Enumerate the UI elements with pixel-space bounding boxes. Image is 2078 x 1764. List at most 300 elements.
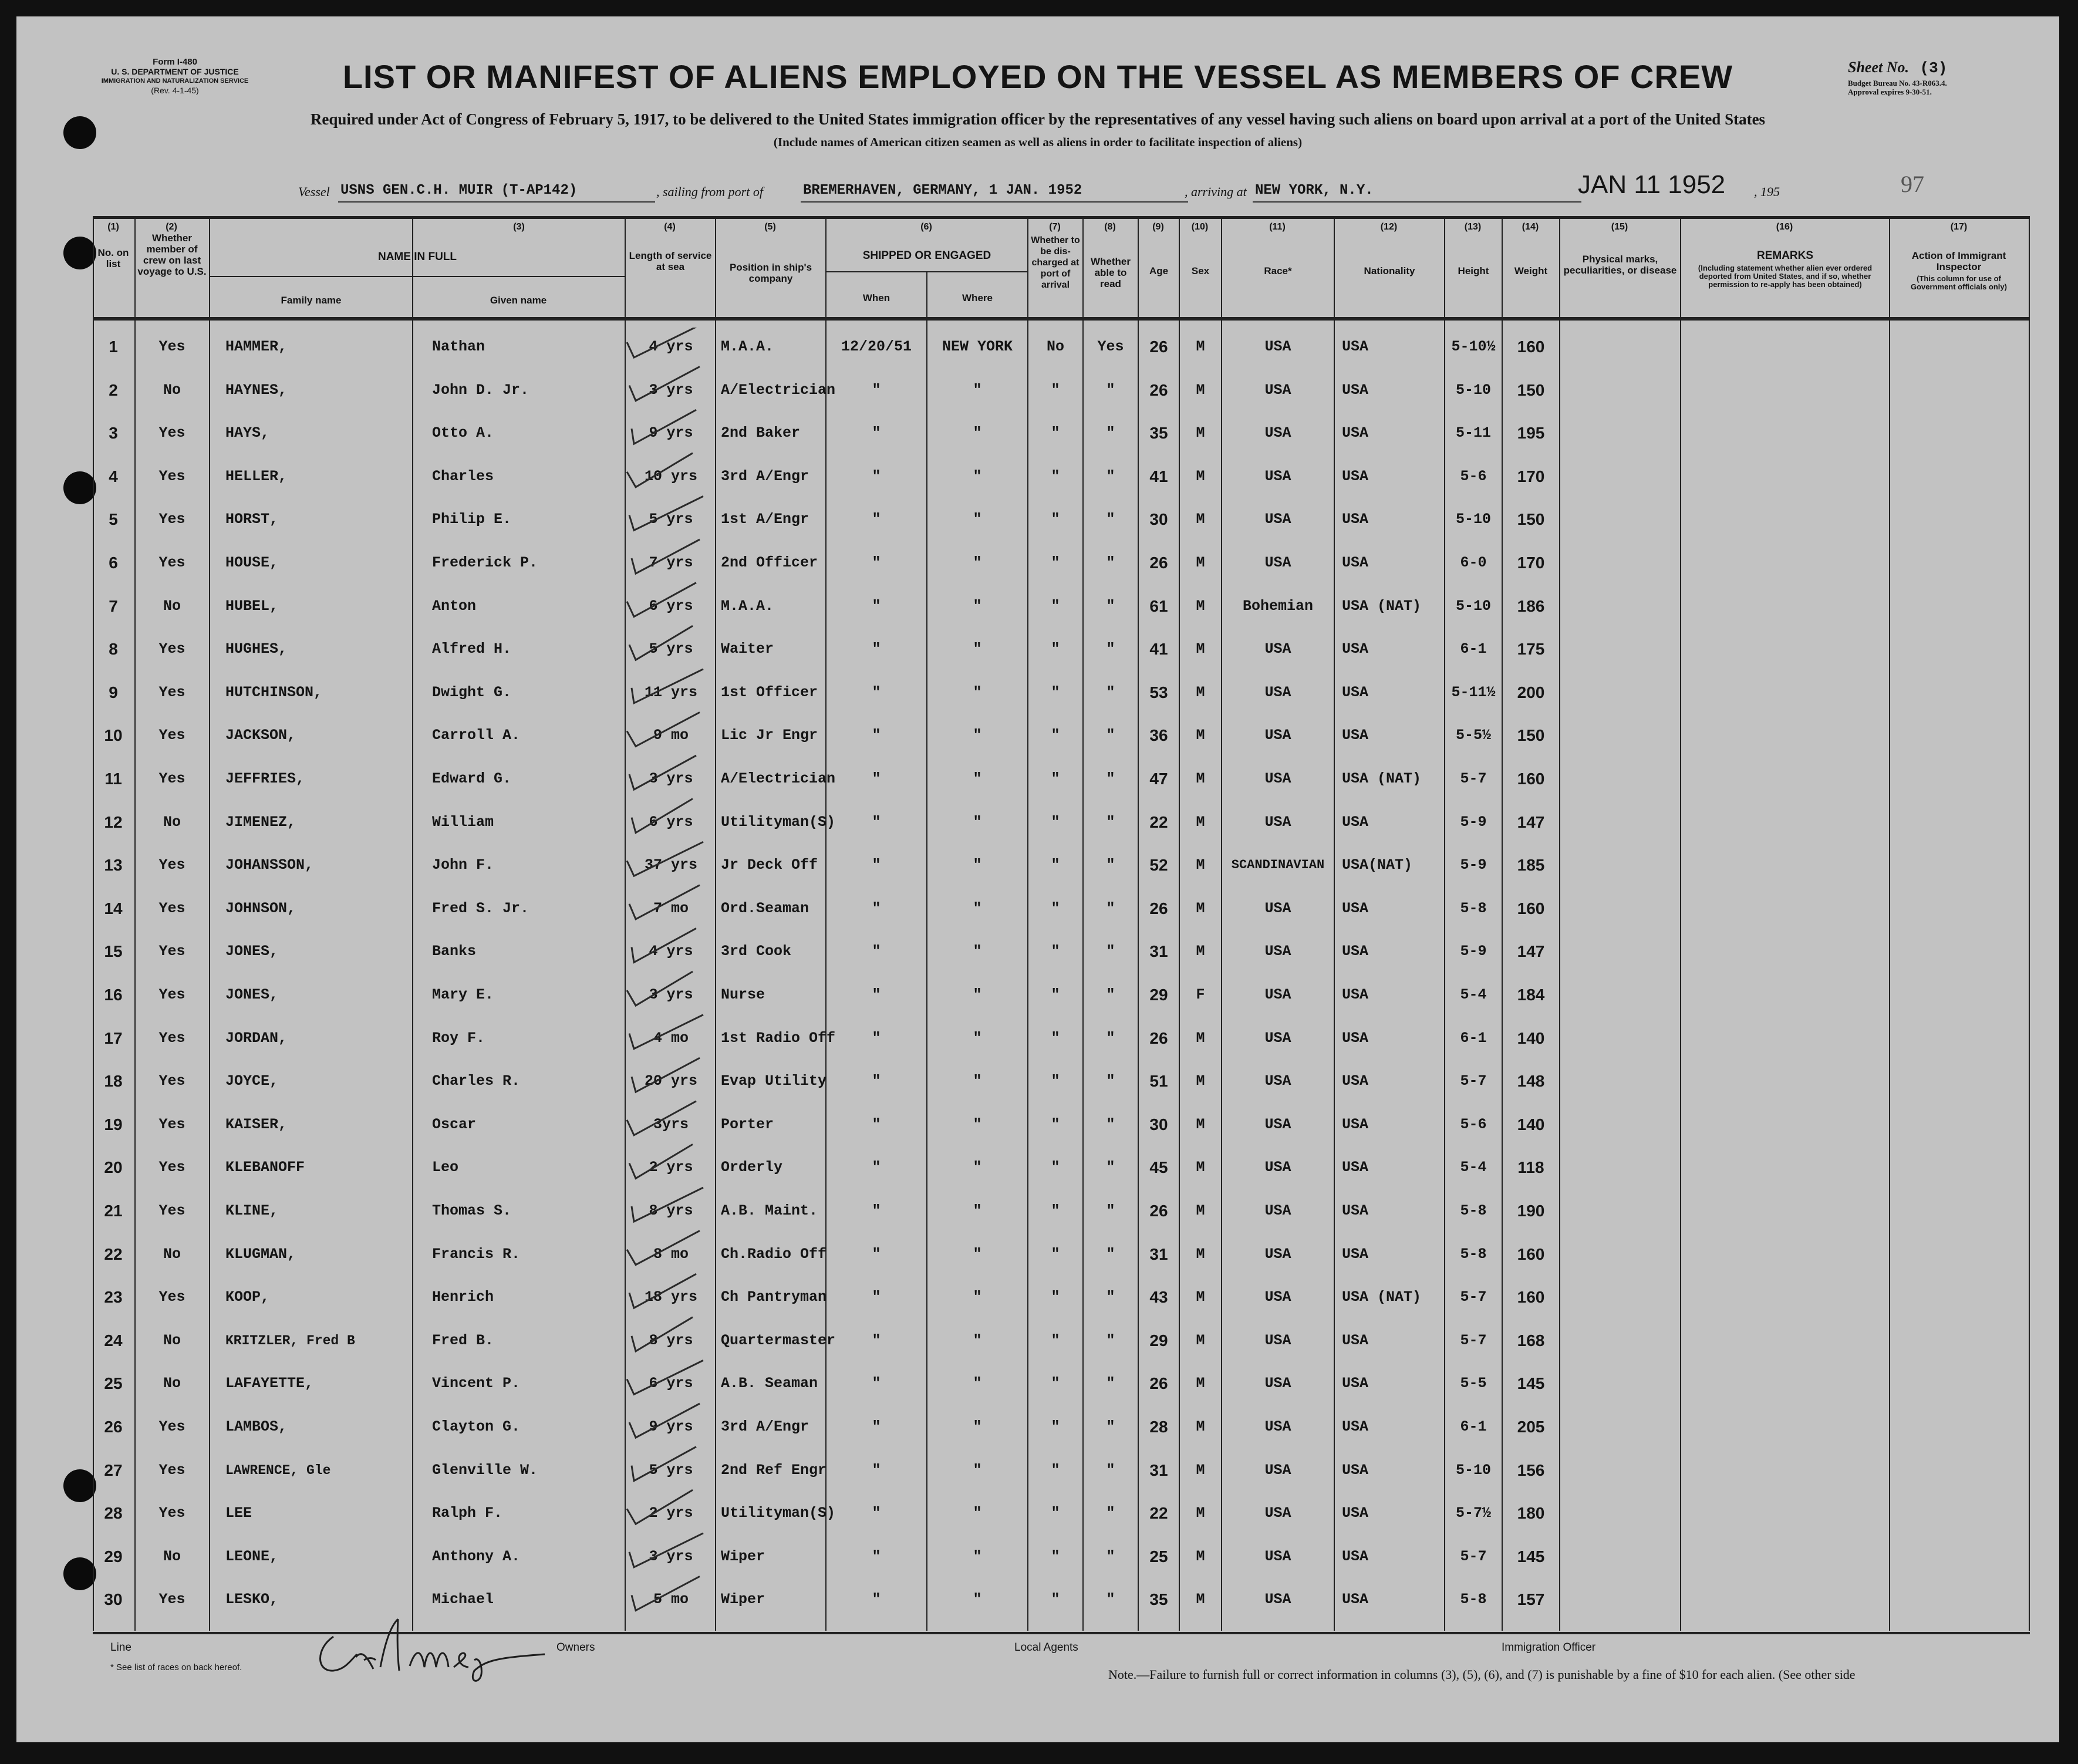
height-cell: 5-10 bbox=[1455, 598, 1491, 615]
discharged-cell: " bbox=[1051, 1202, 1060, 1219]
sex-cell: M bbox=[1196, 468, 1205, 485]
column-number: (11) bbox=[1269, 222, 1286, 232]
table-row bbox=[16, 801, 2059, 844]
given-name-cell: Philip E. bbox=[432, 511, 512, 528]
check-mark bbox=[629, 1533, 703, 1567]
given-name-cell: Carroll A. bbox=[432, 727, 521, 744]
table-top-rule bbox=[93, 216, 2030, 219]
length-of-service-cell: 7 yrs bbox=[649, 554, 693, 571]
crew-last-voyage-cell: Yes bbox=[158, 1418, 185, 1435]
check-mark bbox=[627, 842, 703, 876]
weight-cell: 148 bbox=[1517, 1072, 1545, 1090]
shipped-where-cell: " bbox=[973, 1030, 982, 1047]
shipped-when-cell: " bbox=[872, 1246, 881, 1263]
col-header-action: Action of Immigrant Inspector bbox=[1911, 250, 2006, 272]
discharged-cell: " bbox=[1051, 1159, 1060, 1176]
shipped-where-cell: " bbox=[973, 770, 982, 787]
position-cell: Ch.Radio Off bbox=[721, 1246, 827, 1263]
row-number-cell: 13 bbox=[104, 856, 123, 874]
discharged-cell: " bbox=[1051, 1246, 1060, 1263]
shipped-when-cell: " bbox=[872, 1159, 881, 1176]
check-mark bbox=[632, 669, 703, 703]
family-name-cell: HORST, bbox=[225, 511, 279, 528]
height-cell: 5-8 bbox=[1460, 900, 1487, 917]
check-mark bbox=[632, 799, 693, 833]
weight-cell: 147 bbox=[1517, 942, 1545, 960]
position-cell: A.B. Maint. bbox=[721, 1202, 818, 1219]
row-number-cell: 24 bbox=[104, 1331, 123, 1350]
sex-cell: M bbox=[1196, 684, 1205, 701]
given-name-cell: Fred S. Jr. bbox=[432, 900, 529, 917]
family-name-cell: JORDAN, bbox=[225, 1030, 288, 1047]
given-name-cell: Fred B. bbox=[432, 1332, 494, 1349]
given-name-cell: Nathan bbox=[432, 338, 485, 355]
given-name-cell: Roy F. bbox=[432, 1030, 485, 1047]
shipped-when-cell: " bbox=[872, 511, 881, 528]
family-name-cell: HUGHES, bbox=[225, 640, 288, 657]
length-of-service-cell: 3 yrs bbox=[649, 770, 693, 787]
shipped-when-cell: " bbox=[872, 986, 881, 1003]
weight-cell: 145 bbox=[1517, 1547, 1545, 1566]
check-mark bbox=[627, 1231, 700, 1265]
race-cell: USA bbox=[1264, 1030, 1291, 1047]
nationality-cell: USA bbox=[1342, 640, 1369, 657]
table-row bbox=[16, 369, 2059, 412]
height-cell: 5-10 bbox=[1455, 511, 1491, 528]
sex-cell: M bbox=[1196, 1246, 1205, 1263]
sex-cell: M bbox=[1196, 856, 1205, 873]
nationality-cell: USA bbox=[1342, 1246, 1369, 1263]
position-cell: Utilityman(S) bbox=[721, 1505, 836, 1522]
nationality-cell: USA bbox=[1342, 382, 1369, 399]
race-cell: USA bbox=[1264, 1072, 1291, 1090]
row-number-cell: 23 bbox=[104, 1288, 123, 1306]
signature bbox=[310, 1601, 556, 1684]
nationality-cell: USA (NAT) bbox=[1342, 770, 1422, 787]
sailing-label: , sailing from port of bbox=[656, 184, 763, 199]
crew-last-voyage-cell: Yes bbox=[158, 1505, 185, 1522]
legal-subtitle: Required under Act of Congress of February 5, 1917, to be delivered to the United States immigration officer by the representatives of any vessel having such aliens on board upon arrival at a port of the United States bbox=[310, 110, 1766, 128]
row-number-cell: 26 bbox=[104, 1418, 123, 1436]
discharged-cell: " bbox=[1051, 424, 1060, 441]
nationality-cell: USA bbox=[1342, 1418, 1369, 1435]
race-cell: USA bbox=[1264, 1418, 1291, 1435]
height-cell: 5-5½ bbox=[1455, 727, 1491, 744]
given-name-cell: Michael bbox=[432, 1591, 494, 1608]
footer-officer-label: Immigration Officer bbox=[1502, 1641, 1596, 1654]
shipped-when-cell: " bbox=[872, 598, 881, 615]
family-name-cell: LEE bbox=[225, 1505, 252, 1522]
shipped-when-cell: " bbox=[872, 1462, 881, 1479]
given-name-cell: Edward G. bbox=[432, 770, 512, 787]
vessel-underline bbox=[338, 201, 655, 203]
shipped-subrule bbox=[827, 271, 1027, 272]
height-cell: 5-7 bbox=[1460, 1548, 1487, 1565]
discharged-cell: " bbox=[1051, 1072, 1060, 1090]
col-header-nationality: Nationality bbox=[1364, 265, 1415, 276]
crew-last-voyage-cell: Yes bbox=[158, 640, 185, 657]
shipped-where-cell: " bbox=[973, 598, 982, 615]
crew-last-voyage-cell: Yes bbox=[158, 1591, 185, 1608]
height-cell: 6-0 bbox=[1460, 554, 1487, 571]
discharged-cell: " bbox=[1051, 900, 1060, 917]
race-cell: USA bbox=[1264, 338, 1291, 355]
crew-last-voyage-cell: No bbox=[163, 1548, 181, 1565]
shipped-when-cell: " bbox=[872, 1548, 881, 1565]
crew-last-voyage-cell: Yes bbox=[158, 1116, 185, 1133]
weight-cell: 156 bbox=[1517, 1461, 1545, 1479]
position-cell: Waiter bbox=[721, 640, 774, 657]
weight-cell: 175 bbox=[1517, 640, 1545, 658]
table-row bbox=[16, 1017, 2059, 1060]
race-cell: USA bbox=[1264, 1246, 1291, 1263]
able-to-read-cell: " bbox=[1106, 640, 1115, 657]
crew-last-voyage-cell: Yes bbox=[158, 770, 185, 787]
crew-last-voyage-cell: Yes bbox=[158, 1030, 185, 1047]
discharged-cell: " bbox=[1051, 1332, 1060, 1349]
given-name-cell: Otto A. bbox=[432, 424, 494, 441]
table-row bbox=[16, 930, 2059, 973]
family-name-cell: HUBEL, bbox=[225, 598, 279, 615]
sex-cell: M bbox=[1196, 943, 1205, 960]
family-name-cell: HAYNES, bbox=[225, 382, 288, 399]
able-to-read-cell: " bbox=[1106, 1246, 1115, 1263]
height-cell: 6-1 bbox=[1460, 1030, 1487, 1047]
weight-cell: 205 bbox=[1517, 1418, 1545, 1436]
race-cell: USA bbox=[1264, 1289, 1291, 1306]
shipped-where-cell: " bbox=[973, 856, 982, 873]
column-number: (15) bbox=[1611, 222, 1628, 232]
col-header-name: NAME IN FULL bbox=[377, 251, 457, 263]
age-cell: 30 bbox=[1149, 1115, 1168, 1134]
discharged-cell: " bbox=[1051, 684, 1060, 701]
weight-cell: 160 bbox=[1517, 770, 1545, 788]
position-cell: Porter bbox=[721, 1116, 774, 1133]
position-cell: 1st Officer bbox=[721, 684, 818, 701]
age-cell: 26 bbox=[1149, 1202, 1168, 1220]
able-to-read-cell: " bbox=[1106, 1072, 1115, 1090]
column-number: (7) bbox=[1049, 222, 1061, 232]
sex-cell: M bbox=[1196, 1030, 1205, 1047]
family-name-cell: LAMBOS, bbox=[225, 1418, 288, 1435]
family-name-cell: JIMENEZ, bbox=[225, 814, 296, 831]
table-row bbox=[16, 628, 2059, 671]
age-cell: 52 bbox=[1149, 856, 1168, 874]
weight-cell: 160 bbox=[1517, 1288, 1545, 1306]
column-number: (4) bbox=[664, 222, 676, 232]
nationality-cell: USA bbox=[1342, 1202, 1369, 1219]
length-of-service-cell: 3yrs bbox=[653, 1116, 689, 1133]
shipped-when-cell: " bbox=[872, 424, 881, 441]
position-cell: 2nd Officer bbox=[721, 554, 818, 571]
position-cell: 1st A/Engr bbox=[721, 511, 809, 528]
length-of-service-cell: 20 yrs bbox=[644, 1072, 697, 1090]
shipped-where-cell: " bbox=[973, 986, 982, 1003]
able-to-read-cell: " bbox=[1106, 554, 1115, 571]
age-cell: 26 bbox=[1149, 554, 1168, 572]
weight-cell: 200 bbox=[1517, 683, 1545, 701]
height-cell: 5-5 bbox=[1460, 1375, 1487, 1392]
race-cell: USA bbox=[1264, 1116, 1291, 1133]
row-number-cell: 21 bbox=[104, 1202, 123, 1220]
discharged-cell: " bbox=[1051, 640, 1060, 657]
shipped-when-cell: " bbox=[872, 1072, 881, 1090]
shipped-when-cell: " bbox=[872, 943, 881, 960]
footer-line-label: Line bbox=[110, 1641, 131, 1654]
weight-cell: 190 bbox=[1517, 1202, 1545, 1220]
nationality-cell: USA bbox=[1342, 1462, 1369, 1479]
position-cell: M.A.A. bbox=[721, 598, 774, 615]
col-header-family: Family name bbox=[281, 295, 342, 306]
shipped-where-cell: " bbox=[973, 468, 982, 485]
nationality-cell: USA bbox=[1342, 554, 1369, 571]
length-of-service-cell: 18 yrs bbox=[644, 1289, 697, 1306]
family-name-cell: JONES, bbox=[225, 943, 279, 960]
discharged-cell: " bbox=[1051, 943, 1060, 960]
sex-cell: M bbox=[1196, 770, 1205, 787]
table-row bbox=[16, 844, 2059, 887]
row-number-cell: 22 bbox=[104, 1245, 123, 1263]
check-mark bbox=[632, 1058, 700, 1092]
shipped-where-cell: " bbox=[973, 1332, 982, 1349]
length-of-service-cell: 6 yrs bbox=[649, 814, 693, 831]
sex-cell: F bbox=[1196, 986, 1205, 1003]
check-mark bbox=[629, 1015, 703, 1049]
column-number: (10) bbox=[1191, 222, 1209, 232]
col-header-given: Given name bbox=[490, 295, 547, 306]
given-name-cell: Glenville W. bbox=[432, 1462, 538, 1479]
height-cell: 5-4 bbox=[1460, 1159, 1487, 1176]
col-header-height: Height bbox=[1458, 265, 1489, 276]
able-to-read-cell: " bbox=[1106, 1505, 1115, 1522]
discharged-cell: " bbox=[1051, 1418, 1060, 1435]
position-cell: Utilityman(S) bbox=[721, 814, 836, 831]
discharged-cell: " bbox=[1051, 468, 1060, 485]
inspector-check-marks bbox=[621, 328, 733, 1642]
table-row bbox=[16, 1233, 2059, 1276]
age-cell: 26 bbox=[1149, 338, 1168, 356]
nationality-cell: USA bbox=[1342, 1030, 1369, 1047]
row-number-cell: 2 bbox=[109, 381, 118, 399]
col-header-when: When bbox=[862, 292, 890, 303]
budget-line: Budget Bureau No. 43-R063.4. bbox=[1848, 79, 1947, 87]
nationality-cell: USA bbox=[1342, 684, 1369, 701]
family-name-cell: LEONE, bbox=[225, 1548, 279, 1565]
given-name-cell: Charles bbox=[432, 468, 494, 485]
table-row bbox=[16, 412, 2059, 455]
shipped-when-cell: " bbox=[872, 1591, 881, 1608]
nationality-cell: USA bbox=[1342, 1548, 1369, 1565]
age-cell: 28 bbox=[1149, 1418, 1168, 1436]
crew-last-voyage-cell: No bbox=[163, 382, 181, 399]
weight-cell: 195 bbox=[1517, 424, 1545, 442]
arriving-value: NEW YORK, N.Y. bbox=[1255, 183, 1374, 198]
row-number-cell: 4 bbox=[109, 467, 118, 485]
age-cell: 53 bbox=[1149, 683, 1168, 701]
family-name-cell: HUTCHINSON, bbox=[225, 684, 323, 701]
age-cell: 26 bbox=[1149, 1374, 1168, 1392]
sex-cell: M bbox=[1196, 1072, 1205, 1090]
position-cell: 1st Radio Off bbox=[721, 1030, 836, 1047]
shipped-when-cell: " bbox=[872, 900, 881, 917]
row-number-cell: 11 bbox=[104, 770, 122, 788]
position-cell: Ord.Seaman bbox=[721, 900, 809, 917]
col-header-no: No. on list bbox=[97, 247, 129, 269]
nationality-cell: USA bbox=[1342, 814, 1369, 831]
table-row bbox=[16, 325, 2059, 369]
able-to-read-cell: " bbox=[1106, 382, 1115, 399]
weight-cell: 150 bbox=[1517, 381, 1545, 399]
check-mark bbox=[629, 367, 700, 401]
check-mark bbox=[627, 1101, 696, 1135]
sex-cell: M bbox=[1196, 1116, 1205, 1133]
weight-cell: 160 bbox=[1517, 899, 1545, 918]
check-mark bbox=[627, 328, 703, 357]
row-number-cell: 16 bbox=[104, 986, 123, 1004]
crew-last-voyage-cell: Yes bbox=[158, 727, 185, 744]
crew-last-voyage-cell: Yes bbox=[158, 468, 185, 485]
age-cell: 61 bbox=[1149, 597, 1168, 615]
discharged-cell: No bbox=[1046, 338, 1064, 355]
shipped-when-cell: " bbox=[872, 554, 881, 571]
race-cell: USA bbox=[1264, 511, 1291, 528]
length-of-service-cell: 5 yrs bbox=[649, 1462, 693, 1479]
sailing-underline bbox=[801, 201, 1188, 203]
shipped-where-cell: " bbox=[973, 511, 982, 528]
vessel-value: USNS GEN.C.H. MUIR (T-AP142) bbox=[340, 183, 578, 198]
sex-cell: M bbox=[1196, 1332, 1205, 1349]
race-cell: USA bbox=[1264, 1591, 1291, 1608]
given-name-cell: Francis R. bbox=[432, 1246, 521, 1263]
height-cell: 5-9 bbox=[1460, 856, 1487, 873]
nationality-cell: USA bbox=[1342, 1375, 1369, 1392]
sex-cell: M bbox=[1196, 1591, 1205, 1608]
column-number: (3) bbox=[513, 222, 525, 232]
race-cell: USA bbox=[1264, 424, 1291, 441]
weight-cell: 157 bbox=[1517, 1590, 1545, 1608]
shipped-where-cell: " bbox=[973, 684, 982, 701]
race-cell: USA bbox=[1264, 1159, 1291, 1176]
column-number: (5) bbox=[764, 222, 776, 232]
age-cell: 41 bbox=[1149, 640, 1168, 658]
able-to-read-cell: " bbox=[1106, 1202, 1115, 1219]
shipped-where-cell: NEW YORK bbox=[942, 338, 1013, 355]
shipped-where-cell: " bbox=[973, 1072, 982, 1090]
height-cell: 5-6 bbox=[1460, 468, 1487, 485]
position-cell: A.B. Seaman bbox=[721, 1375, 818, 1392]
age-cell: 43 bbox=[1149, 1288, 1168, 1306]
crew-last-voyage-cell: Yes bbox=[158, 856, 185, 873]
discharged-cell: " bbox=[1051, 727, 1060, 744]
length-of-service-cell: 8 yrs bbox=[649, 1332, 693, 1349]
nationality-cell: USA bbox=[1342, 943, 1369, 960]
age-cell: 26 bbox=[1149, 381, 1168, 399]
col-header-remarks: REMARKS bbox=[1756, 249, 1814, 262]
column-number: (1) bbox=[107, 222, 119, 232]
able-to-read-cell: " bbox=[1106, 943, 1115, 960]
age-cell: 22 bbox=[1149, 1504, 1168, 1522]
sex-cell: M bbox=[1196, 1202, 1205, 1219]
check-mark bbox=[632, 1317, 693, 1351]
given-name-cell: Ralph F. bbox=[432, 1505, 503, 1522]
crew-last-voyage-cell: No bbox=[163, 1332, 181, 1349]
able-to-read-cell: " bbox=[1106, 1591, 1115, 1608]
table-row bbox=[16, 1362, 2059, 1405]
nationality-cell: USA bbox=[1342, 424, 1369, 441]
row-number-cell: 7 bbox=[109, 597, 118, 615]
sex-cell: M bbox=[1196, 814, 1205, 831]
race-cell: USA bbox=[1264, 1548, 1291, 1565]
age-cell: 31 bbox=[1149, 1461, 1168, 1479]
given-name-cell: Alfred H. bbox=[432, 640, 512, 657]
form-number: Form I-480 bbox=[153, 57, 197, 67]
family-name-cell: HAMMER, bbox=[225, 338, 288, 355]
row-number-cell: 29 bbox=[104, 1547, 123, 1566]
discharged-cell: " bbox=[1051, 554, 1060, 571]
able-to-read-cell: " bbox=[1106, 1332, 1115, 1349]
race-cell: USA bbox=[1264, 1332, 1291, 1349]
sheet-number-label: Sheet No. bbox=[1848, 59, 1909, 76]
height-cell: 5-7 bbox=[1460, 770, 1487, 787]
family-name-cell: KOOP, bbox=[225, 1289, 270, 1306]
nationality-cell: USA bbox=[1342, 1332, 1369, 1349]
family-name-cell: KAISER, bbox=[225, 1116, 288, 1133]
height-cell: 5-8 bbox=[1460, 1202, 1487, 1219]
col-header-read: Whether able to read bbox=[1091, 256, 1131, 289]
sex-cell: M bbox=[1196, 338, 1205, 355]
nationality-cell: USA bbox=[1342, 1505, 1369, 1522]
position-cell: Ch Pantryman bbox=[721, 1289, 827, 1306]
weight-cell: 160 bbox=[1517, 1245, 1545, 1263]
check-mark bbox=[632, 1447, 696, 1481]
sex-cell: M bbox=[1196, 598, 1205, 615]
race-cell: USA bbox=[1264, 640, 1291, 657]
family-name-cell: JONES, bbox=[225, 986, 279, 1003]
column-number: (2) bbox=[166, 222, 177, 232]
height-cell: 6-1 bbox=[1460, 640, 1487, 657]
age-cell: 51 bbox=[1149, 1072, 1168, 1090]
row-number-cell: 27 bbox=[104, 1461, 123, 1479]
length-of-service-cell: 5 mo bbox=[653, 1591, 689, 1608]
weight-cell: 168 bbox=[1517, 1331, 1545, 1350]
inclusion-note: (Include names of American citizen seamen as well as aliens in order to facilitate inspection of aliens) bbox=[773, 135, 1303, 149]
table-row bbox=[16, 887, 2059, 930]
races-note: * See list of races on back hereof. bbox=[110, 1662, 242, 1672]
able-to-read-cell: " bbox=[1106, 1116, 1115, 1133]
given-name-cell: Oscar bbox=[432, 1116, 477, 1133]
table-row bbox=[16, 541, 2059, 585]
height-cell: 5-6 bbox=[1460, 1116, 1487, 1133]
family-name-cell: KLEBANOFF bbox=[225, 1159, 305, 1176]
length-of-service-cell: 7 mo bbox=[653, 900, 689, 917]
penalty-note: Note.—Failure to furnish full or correct information in columns (3), (5), (6), and (7) is punishable by a fine of $10 for each alien. (See other side bbox=[1108, 1667, 1856, 1682]
given-name-cell: Frederick P. bbox=[432, 554, 538, 571]
shipped-where-cell: " bbox=[973, 1591, 982, 1608]
height-cell: 5-7 bbox=[1460, 1289, 1487, 1306]
able-to-read-cell: " bbox=[1106, 1159, 1115, 1176]
race-cell: USA bbox=[1264, 1462, 1291, 1479]
length-of-service-cell: 3 yrs bbox=[649, 1548, 693, 1565]
sex-cell: M bbox=[1196, 1289, 1205, 1306]
sex-cell: M bbox=[1196, 1159, 1205, 1176]
crew-last-voyage-cell: Yes bbox=[158, 424, 185, 441]
weight-cell: 184 bbox=[1517, 986, 1545, 1004]
table-row bbox=[16, 1449, 2059, 1492]
family-name-cell: KRITZLER, Fred B bbox=[225, 1333, 355, 1348]
shipped-when-cell: " bbox=[872, 1505, 881, 1522]
table-row bbox=[16, 1319, 2059, 1362]
check-mark bbox=[629, 1144, 693, 1178]
